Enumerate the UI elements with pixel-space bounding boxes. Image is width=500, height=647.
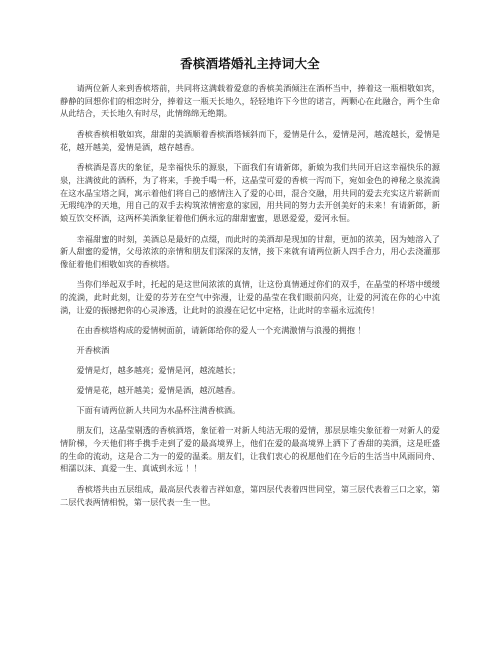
verse-line: 爱情是花，越开越美；爱情是酒，越沉越香。 — [76, 385, 241, 396]
section-heading: 开香槟酒 — [76, 345, 110, 356]
paragraph: 香槟香槟相敬如宾，甜甜的美酒顺着香槟酒塔倾斜而下，爱情是什么，爱情是河，越流越长，爱情是花，越开越美，爱情是酒，越存越香。 — [60, 128, 440, 152]
paragraph: 幸福甜蜜的时刻，美酒总是最好的点缀，而此时的美酒却是现加的甘甜，更加的浓美，因为她溶入了新人甜蜜的爱情，父母浓浓的亲情和朋友们深深的友情，接下来就有请两位新人四手合力，用心去浇灌那像征着他们相敬如宾的香槟塔。 — [60, 233, 440, 269]
paragraph: 下面有请两位新人共同为水晶杯注满香槟酒。 — [76, 405, 241, 416]
paragraph: 香槟塔共由五层组成，最高层代表着吉祥如意，第四层代表着四世同堂，第三层代表着三口之家，第二层代表两情相悦，第一层代表一生一世。 — [60, 483, 440, 507]
paragraph: 请两位新人来到香槟塔前，共同将这满载着爱意的香槟美酒倾注在酒杯当中，捧着这一瓶相敬如宾，静静的回想你们的相恋时分，捧着这一瓶天长地久，轻轻地许下今世的诺言，两颗心在此融合，两个生命从此结合，天长地久有时尽，此情绵绵无绝期。 — [60, 83, 440, 119]
document-title: 香槟酒塔婚礼主持词大全 — [180, 56, 320, 71]
paragraph: 朋友们，这晶莹剔透的香槟酒塔，象征着一对新人纯洁无瑕的爱情，那层层堆尖象征着一对新人的爱情阶梯，今天他们将手携手走到了爱的最高境界上，他们在爱的最高境界上洒下了香甜的美酒，这是旺盛的生命的流动，这是合二为一的爱的温柔。朋友们，让我们衷心的祝愿他们在今后的生活当中风雨同舟、相濡以沫、真爱一生、真诚到永远 ！！ — [60, 425, 440, 474]
verse-line: 爱情是灯，越多越亮；爱情是河，越流越长； — [76, 365, 241, 376]
paragraph: 当你们举起双手时，托起的是这世间浓浓的真情，让这份真情通过你们的双手，在晶莹的杯塔中缓缓的流淌，此时此刻，让爱的芬芳在空气中弥漫，让爱的晶莹在我们眼前闪亮，让爱的河流在你的心中流淌，让爱的振撼把你的心灵渗透，让此时的浪漫在记忆中定格，让此时的幸福永远流传！ — [60, 279, 440, 315]
paragraph: 香槟酒是喜庆的象征，是幸福快乐的源泉，下面我们有请新郎，新娘为我们共同开启这幸福快乐的源泉，注满彼此的酒杯，为了将来，手挽手喝一杯，这晶莹可爱的香槟一泻而下，宛如金色的神秘之泉流淌在这水晶宝塔之间，寓示着他们将自己的感情注入了爱的心田，混合交融，用共同的爱去充实这片崭新而无瑕纯净的天地，用自己的双手去构筑浓情密意的家园，用共同的努力去开创美好的未来！有请新郎，新娘互饮交杯酒，这两杯美酒象征着他们俩永远的甜甜蜜蜜，恩恩爱爱，爱河永恒。 — [60, 162, 440, 223]
paragraph: 在由香槟塔构成的爱情树面前，请新郎给你的爱人一个充满激情与浪漫的拥抱 ！ — [76, 325, 366, 336]
